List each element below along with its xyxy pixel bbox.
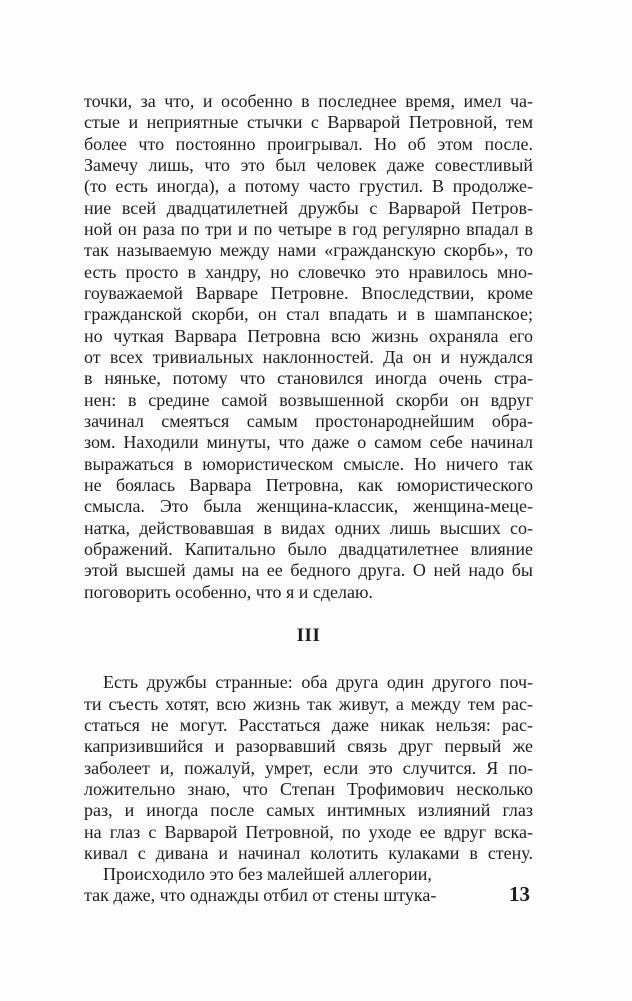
text-line: статься не могут. Расстаться даже никак нельзя: рас- xyxy=(84,714,533,735)
text-line: не боялась Варвара Петровна, как юмористического xyxy=(84,474,533,495)
text-line: зачинал смеяться самым простонароднейшим обра- xyxy=(84,410,533,431)
text-line: Замечу лишь, что это был человек даже совестливый xyxy=(84,154,533,175)
text-line: на глаз с Варварой Петровной, по уходе ее вдруг вска- xyxy=(84,821,533,842)
text-line: от всех тривиальных наклонностей. Да он и нуждался xyxy=(84,346,533,367)
text-line: гражданской скорби, он стал впадать и в шампанское; xyxy=(84,304,533,325)
text-line: ти съесть хотят, всю жизнь так живут, а между тем рас- xyxy=(84,693,533,714)
text-line: точки, за что, и особенно в последнее время, имел ча- xyxy=(84,91,533,111)
text-line: кивал с дивана и начинал колотить кулаками в стену. xyxy=(84,842,533,863)
page-number: 13 xyxy=(509,885,530,907)
section-heading: III xyxy=(296,624,321,646)
text-line: ображений. Капитально было двадцатилетнее влияние xyxy=(84,538,533,559)
text-line: поговорить особенно, что я и сделаю. xyxy=(84,581,373,602)
text-line-fragment: так даже, что однажды отбил от стены штука- xyxy=(84,885,437,906)
text-line: есть просто в хандру, но словечко это нравилось мно- xyxy=(84,261,533,282)
text-line: ние всей двадцатилетней дружбы с Варварой Петров- xyxy=(84,197,533,218)
text-line: но чуткая Варвара Петровна всю жизнь охраняла его xyxy=(84,325,533,346)
text-line: капризившийся и разорвавший связь друг первый же xyxy=(84,736,533,757)
text-line: более что постоянно проигрывал. Но об этом после. xyxy=(84,133,533,154)
text-line: так называемую между нами «гражданскую скорбь», то xyxy=(84,240,533,261)
text-line xyxy=(84,885,533,906)
text-line: натка, действовавшая в видах одних лишь высших со- xyxy=(84,517,533,538)
text-line: Есть дружбы странные: оба друга один другого поч- xyxy=(103,672,533,693)
text-line: гоуважаемой Варваре Петровне. Впоследствии, кроме xyxy=(84,282,533,303)
text-line: раз, и иногда после самых интимных излияний глаз xyxy=(84,800,533,821)
text-line: выражаться в юмористическом смысле. Но ничего так xyxy=(84,453,533,474)
text-line: заболеет и, пожалуй, умрет, если это случится. Я по- xyxy=(84,757,533,778)
text-line: нен: в средине самой возвышенной скорби он вдруг xyxy=(84,389,533,410)
text-line: стые и неприятные стычки с Варварой Петровной, тем xyxy=(84,112,533,133)
text-line: ной он раза по три и по четыре в год регулярно впадал в xyxy=(84,218,533,239)
text-line: (то есть иногда), а потому часто грустил. В продолже- xyxy=(84,176,533,197)
text-line: ложительно знаю, что Степан Трофимович несколько xyxy=(84,778,533,799)
text-line: Происходило это без малейшей аллегории, xyxy=(103,864,432,885)
text-line: зом. Находили минуты, что даже о самом себе начинал xyxy=(84,432,533,453)
text-line: в няньке, потому что становился иногда очень стра- xyxy=(84,368,533,389)
page-text xyxy=(84,91,533,907)
text-line: этой высшей дамы на ее бедного друга. О ней надо бы xyxy=(84,560,533,581)
text-line: смысла. Это была женщина-классик, женщина-меце- xyxy=(84,496,533,517)
